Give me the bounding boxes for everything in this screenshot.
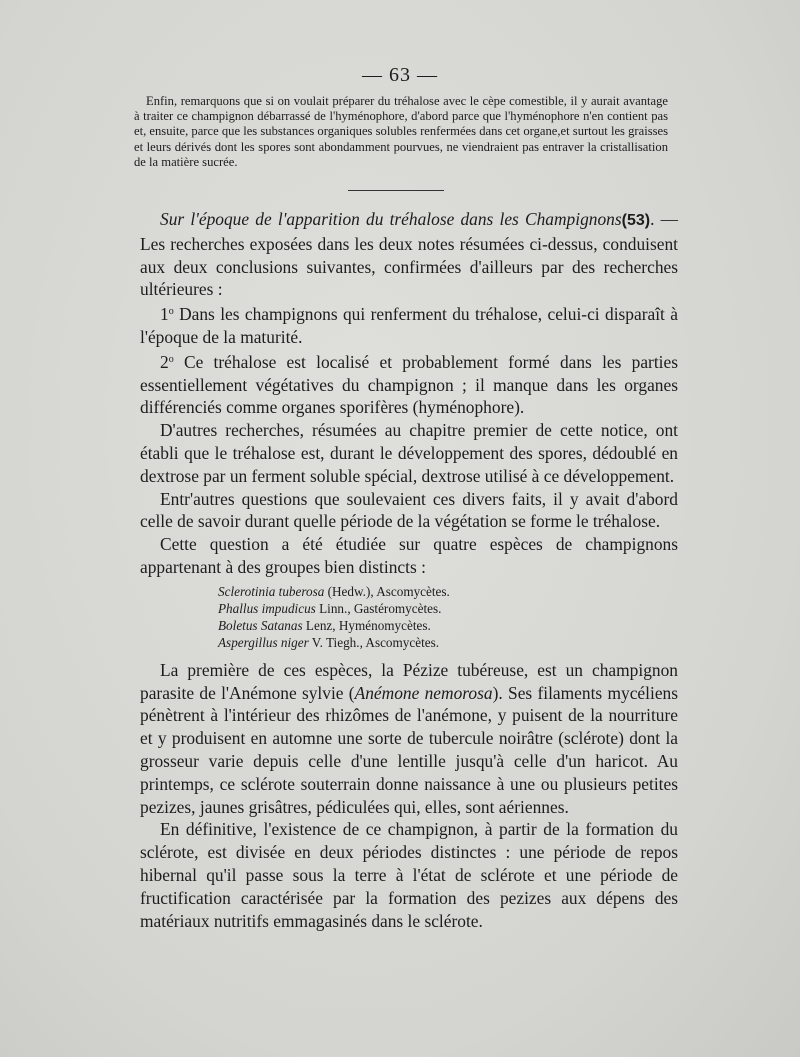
species-item [218,634,678,651]
species-name: Aspergillus niger [218,634,309,650]
section-title: Sur l'époque de l'apparition du tréhalose dans les Champignons [160,209,622,229]
species-authority: Linn., Gastéromycètes. [315,600,442,616]
footnote-block [134,94,668,170]
paragraph-pezize [140,659,678,819]
conclusion-1-number: 1 [160,304,169,325]
paragraph-species-intro: Cette question a été étudiée sur quatre espèces de champignons appartenant à des groupes bien distincts : [140,534,678,577]
conclusion-1 [140,301,678,349]
species-item [218,600,678,617]
conclusion-2-text: Ce tréhalose est localisé et probablement formé dans les parties essentiellement végétatives du champignon ; il manque dans les organes différenciés comme organes sporifères (hyménophore). [140,351,678,418]
species-list [218,583,678,651]
species-authority: V. Tiegh., Ascomycètes. [308,634,440,650]
species-name: Sclerotinia tuberosa [218,583,325,599]
intro-text: Les recherches exposées dans les deux notes résumées ci-dessus, conduisent aux deux conclusions suivantes, confirmées d'ailleurs par des recherches ultérieures : [140,233,678,300]
species-name: Phallus impudicus [218,600,316,616]
pezize-latin-name: Anémone nemorosa [354,682,493,703]
pezize-text-b: ). Ses filaments mycéliens pénètrent à l'intérieur des rhizômes de l'anémone, y puisent de la nourriture et y produisent en automne une sorte de tubercule noirâtre (sclérote) dont la grosseur varie depuis celle d'une lentille jusqu'à celle d'un haricot. Au printemps, ce sclérote souterrain donne naissance à une ou plusieurs petites pezizes, jaunes grisâtres, pédiculées qui, elles, sont aériennes. [140,682,678,817]
conclusion-2-number: 2 [160,351,169,372]
pezize-text-a: La première de ces espèces, la Pézize tubéreuse, est un champignon parasite de l'Anémone sylvie ( [140,659,678,703]
species-item [218,583,678,600]
paragraph-definitive: En définitive, l'existence de ce champignon, à partir de la formation du sclérote, est divisée en deux périodes distinctes : une période de repos hibernal qu'il passe sous la terre à l'état de sclérote et une période de fructification caractérisée par la formation des pezizes aux dépens des matériaux nutritifs emmagasinés dans le sclérote. [140,819,678,931]
reference-number: (53) [621,212,651,229]
main-text [140,208,678,932]
section-heading-paragraph [140,208,678,301]
species-item [218,617,678,634]
paragraph-other-research: D'autres recherches, résumées au chapitre premier de cette notice, ont établi que le tréhalose est, durant le développement des spores, dédoublé en dextrose par un ferment soluble spécial, dextrose utilisé à ce développement. [140,420,678,486]
species-authority: (Hedw.), Ascomycètes. [324,583,450,599]
conclusion-2-ordinal: o [168,353,174,365]
footnote-paragraph: Enfin, remarquons que si on voulait préparer du tréhalose avec le cèpe comestible, il y aurait avantage à traiter ce champignon débarrassé de l'hyménophore, d'abord parce que l'hyménophore n'en contient pas et, ensuite, parce que les substances organiques solubles renfermées dans cet organe,et surtout les graisses et leurs dérivés dont les spores sont abondamment pourvues, ne viendraient pas entraver la cristallisation de la matière sucrée. [134,94,668,169]
page-number: — 63 — [362,64,438,86]
conclusion-1-text: Dans les champignons qui renferment du tréhalose, celui-ci disparaît à l'époque de la maturité. [140,304,678,347]
conclusion-1-ordinal: o [168,306,174,318]
species-authority: Lenz, Hyménomycètes. [302,617,431,633]
species-name: Boletus Satanas [218,617,303,633]
conclusion-2 [140,349,678,419]
section-divider [348,190,444,191]
paragraph-question: Entr'autres questions que soulevaient ces divers faits, il y avait d'abord celle de savoir durant quelle période de la végétation se forme le tréhalose. [140,488,678,532]
section-title-dash: . — [650,209,678,229]
